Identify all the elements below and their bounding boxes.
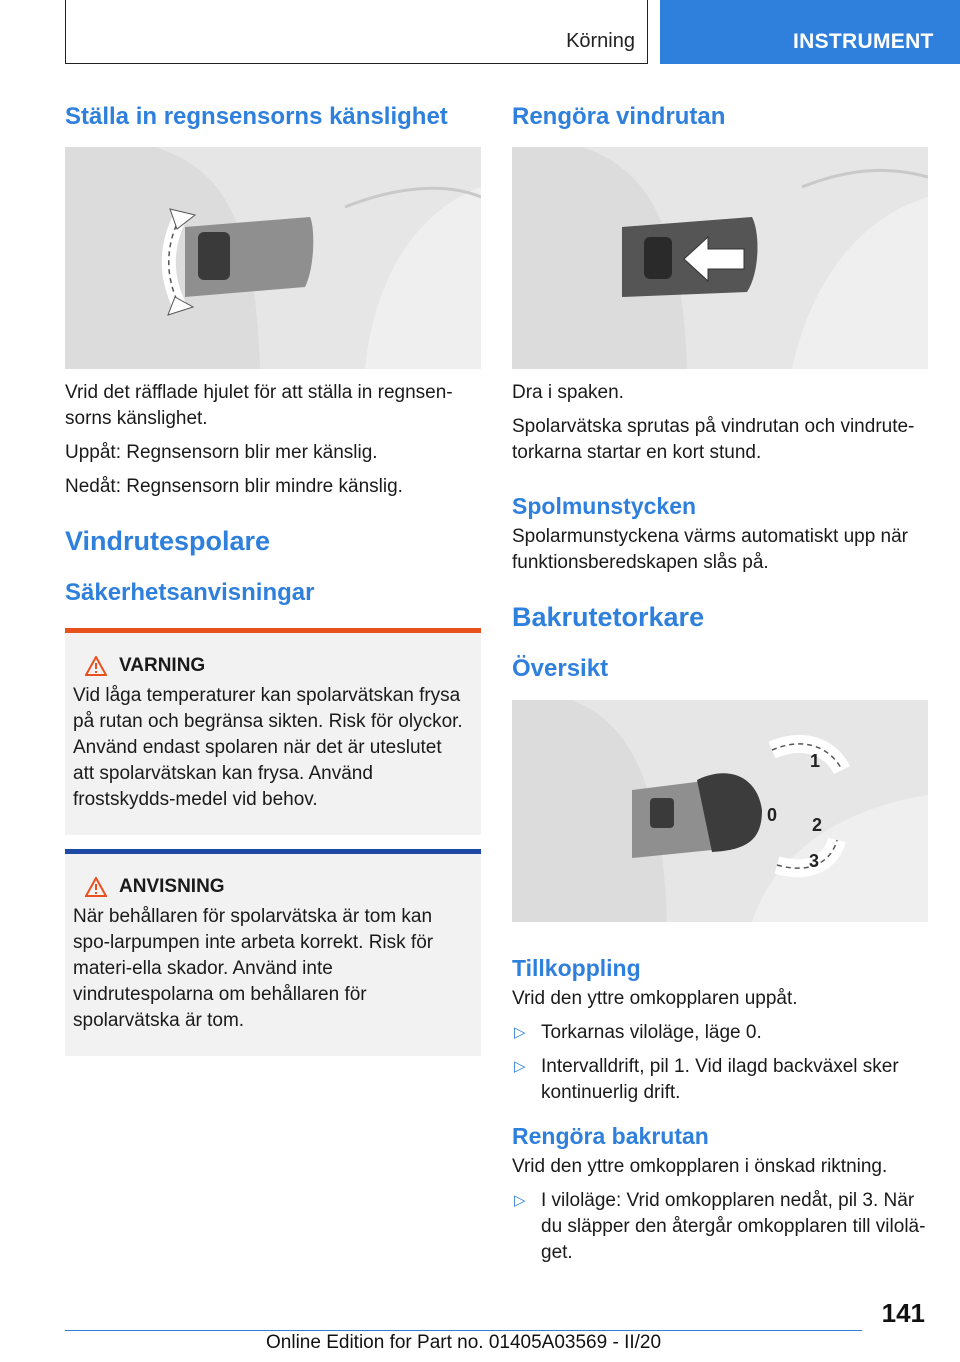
footer-edition: Online Edition for Part no. 01405A03569 - II/20 — [266, 1332, 662, 1353]
warning-box — [65, 628, 481, 835]
footer-divider — [65, 1330, 862, 1331]
clean-windshield-heading: Rengöra vindrutan — [512, 103, 726, 130]
safety-heading: Säkerhetsanvisningar — [65, 579, 315, 606]
warning-text: Vid låga temperaturer kan spolarvätskan frysa på rutan och begränsa sikten. Risk för olyckor. Använd endast spolaren när det är uteslutet att spolarvätskan kan frysa. Använd frostskydds-medel vid behov. — [73, 685, 463, 810]
engage-list — [512, 1020, 928, 1106]
figure-label-2: 2 — [812, 815, 823, 835]
notice-box — [65, 849, 481, 1056]
warning-title — [85, 655, 467, 677]
figure-label-3: 3 — [809, 851, 820, 871]
list-item: ▷ I viloläge: Vrid omkopplaren nedåt, pil 3. När du släpper den återgår omkopplaren till vilolä-get. — [514, 1190, 926, 1263]
notice-title — [85, 876, 467, 898]
rear-wiper-switch-figure — [512, 700, 928, 922]
spray-text: Spolarvätska sprutas på vindrutan och vindrute-torkarna startar en kort stund. — [512, 416, 915, 463]
washer-heading: Vindrutespolare — [65, 526, 271, 556]
list-item: ▷ Intervalldrift, pil 1. Vid ilagd backväxel sker kontinuerlig drift. — [514, 1056, 899, 1103]
warning-triangle-icon — [85, 656, 107, 676]
figure-label-0: 0 — [767, 805, 778, 825]
rear-wiper-heading: Bakrutetorkare — [512, 602, 705, 632]
rear-clean-text: Vrid den yttre omkopplaren i önskad riktning. — [512, 1156, 888, 1177]
page-number: 141 — [881, 1298, 925, 1328]
engage-heading: Tillkoppling — [512, 955, 641, 981]
header-frame — [65, 0, 648, 64]
overview-heading: Översikt — [512, 655, 609, 682]
header-chapter-tab: INSTRUMENT — [660, 0, 960, 64]
pull-text: Dra i spaken. — [512, 382, 624, 403]
nozzles-heading: Spolmunstycken — [512, 493, 697, 519]
pull-lever-figure — [512, 147, 928, 369]
triangle-bullet-icon: ▷ — [514, 1024, 526, 1041]
triangle-bullet-icon: ▷ — [514, 1058, 526, 1075]
warning-label: VARNING — [119, 655, 206, 676]
engage-text: Vrid den yttre omkopplaren uppåt. — [512, 988, 798, 1009]
rear-clean-heading: Rengöra bakrutan — [512, 1123, 709, 1149]
notice-triangle-icon — [85, 877, 107, 897]
down-text: Nedåt: Regnsensorn blir mindre känslig. — [65, 476, 403, 497]
list-item: ▷ Torkarnas viloläge, läge 0. — [512, 1020, 928, 1046]
triangle-bullet-icon: ▷ — [514, 1192, 526, 1209]
header-section: Körning — [566, 30, 635, 52]
right-column — [512, 100, 928, 1274]
rear-clean-list — [512, 1188, 928, 1266]
sensitivity-text: Vrid det räfflade hjulet för att ställa in regnsen-sorns känslighet. — [65, 382, 453, 429]
figure-label-1: 1 — [810, 751, 821, 771]
up-text: Uppåt: Regnsensorn blir mer känslig. — [65, 442, 378, 463]
notice-text: När behållaren för spolarvätska är tom kan spo-larpumpen inte arbeta korrekt. Risk för materi-ella skador. Använd inte vindrutespolarna om behållaren för spolarvätska är tom. — [73, 906, 434, 1031]
notice-label: ANVISNING — [119, 876, 225, 897]
left-column — [65, 100, 481, 1056]
rain-sensor-wheel-figure — [65, 147, 481, 369]
nozzles-text: Spolarmunstyckena värms automatiskt upp när funktionsberedskapen slås på. — [512, 526, 909, 573]
sensitivity-heading: Ställa in regnsensorns känslighet — [65, 103, 448, 130]
